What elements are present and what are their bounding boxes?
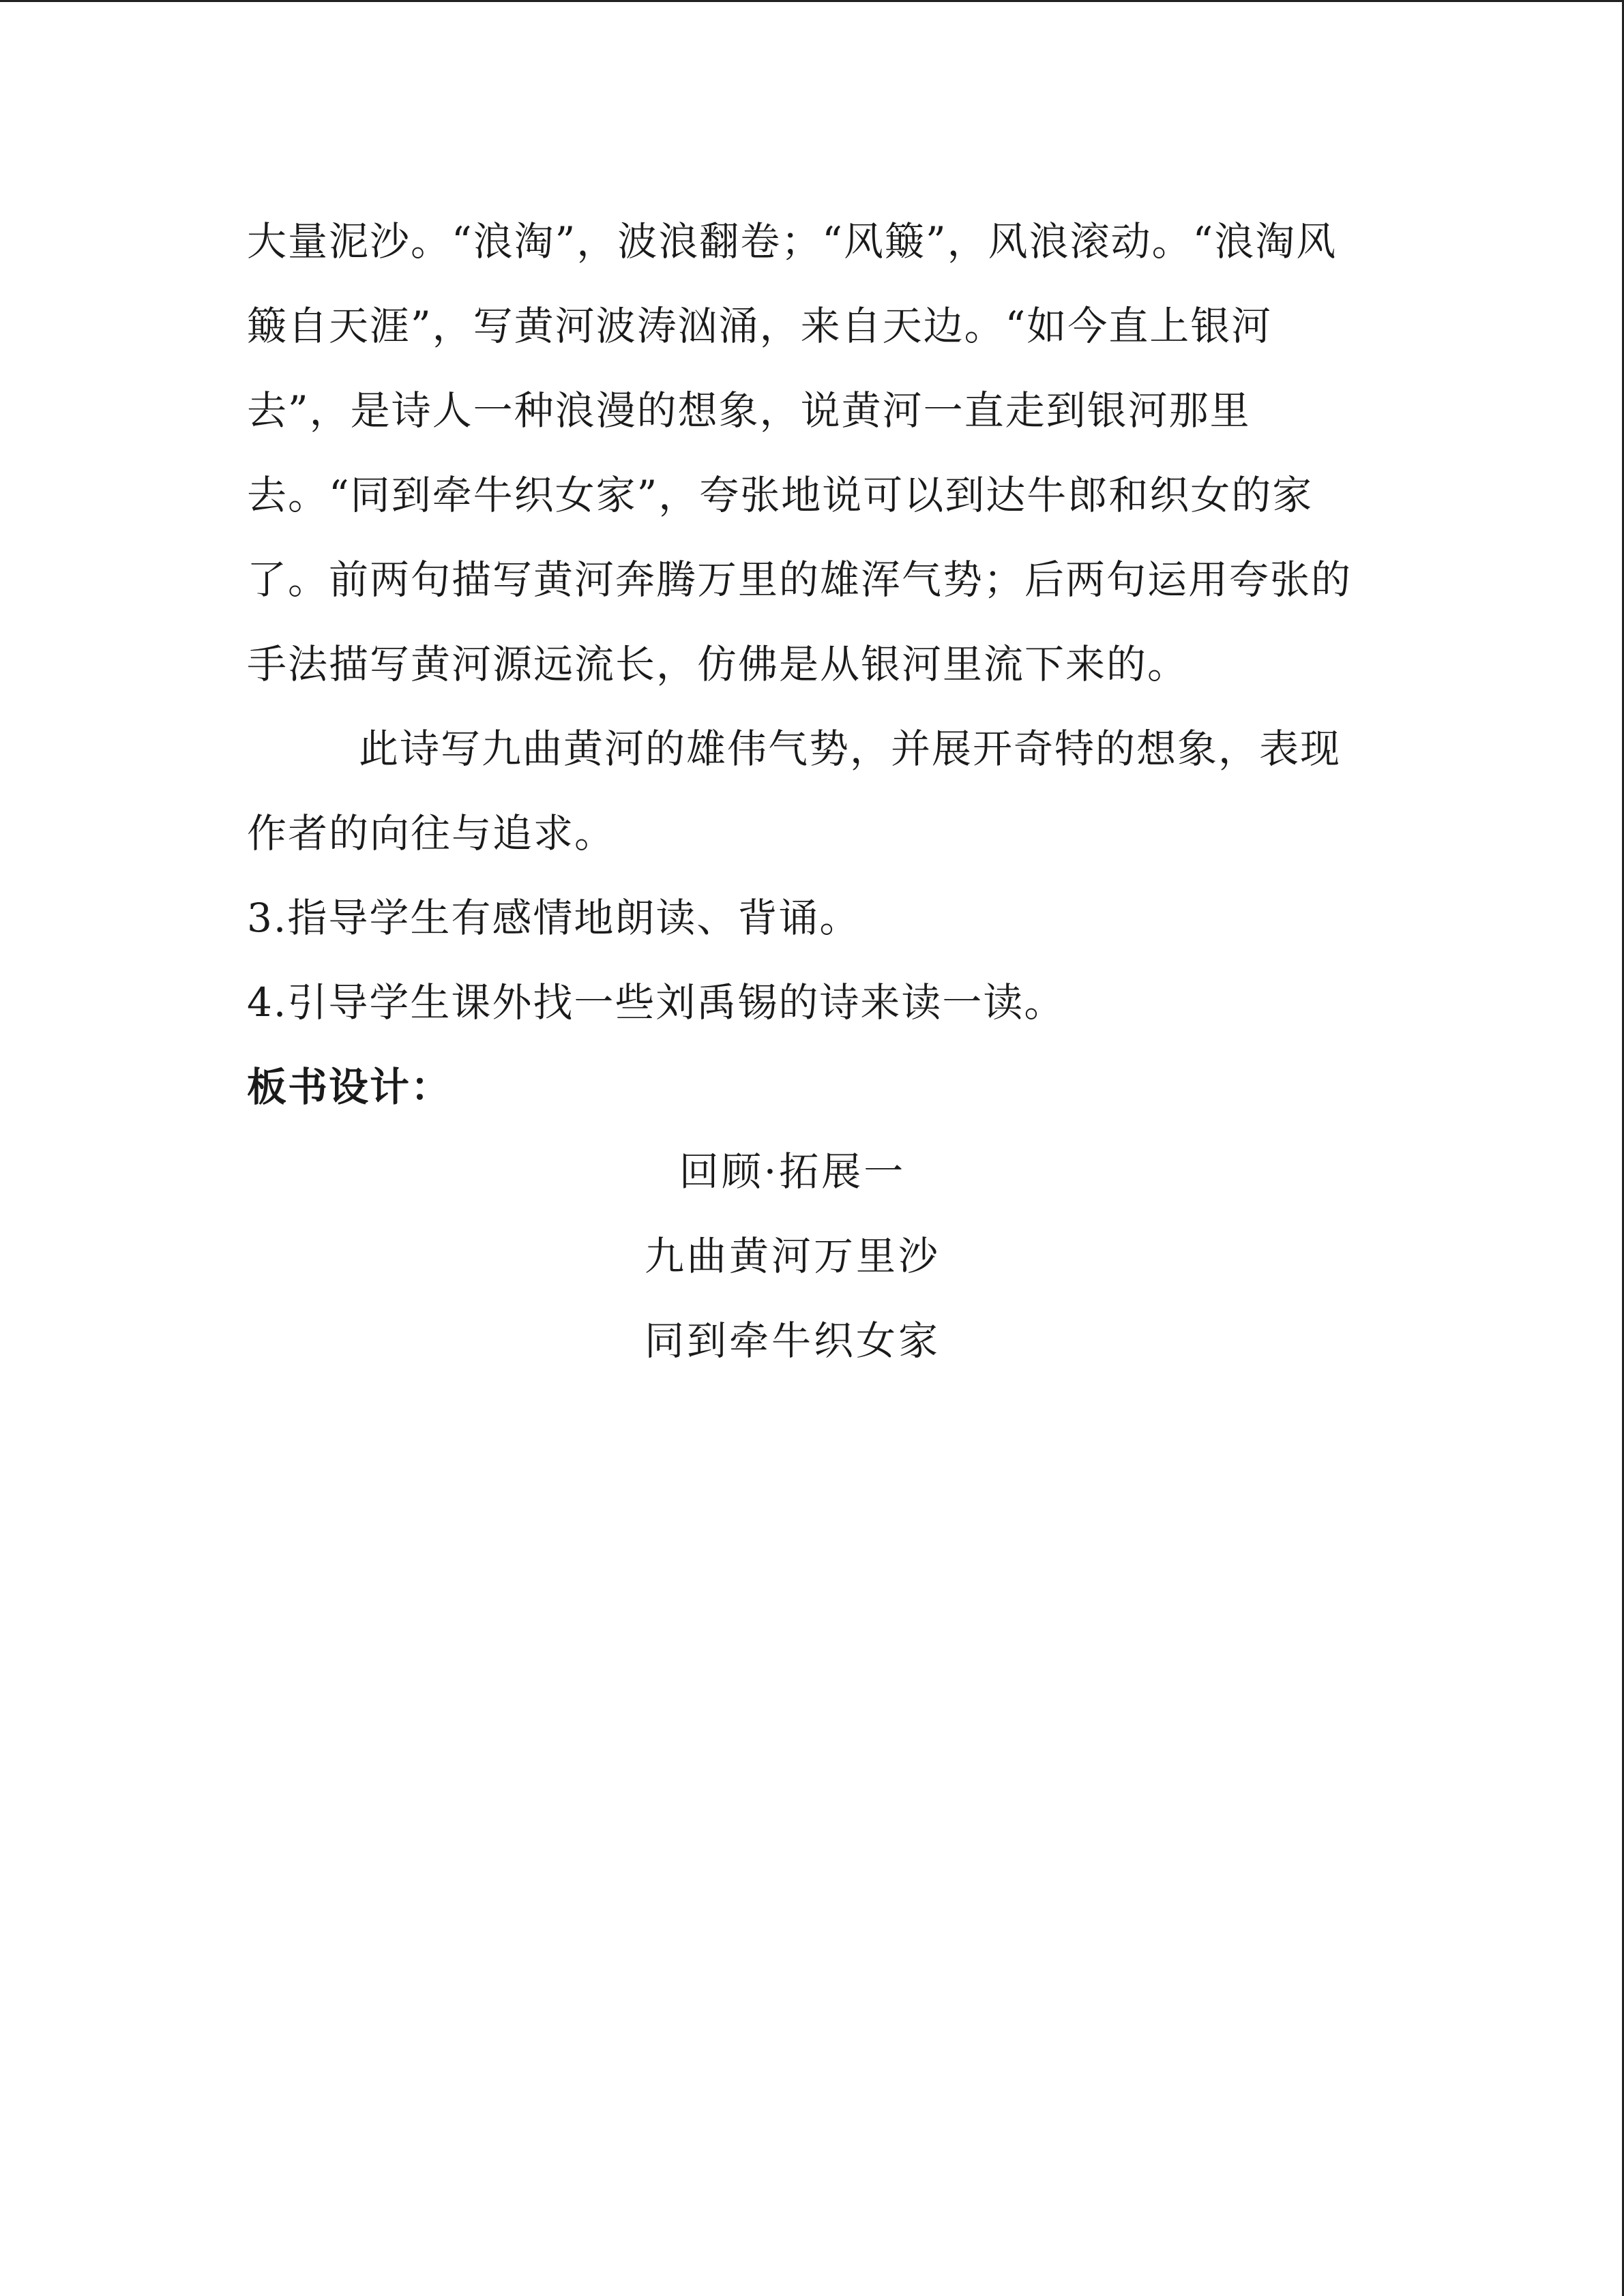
summary-paragraph: 此诗写九曲黄河的雄伟气势，并展开奇特的想象，表现作者的向往与追求。 <box>247 726 1342 856</box>
document-body <box>247 199 1365 1383</box>
step-4-line: 4.引导学生课外找一些刘禹锡的诗来读一读。 <box>247 979 1065 1026</box>
board-design-content <box>247 1129 1338 1383</box>
explanation-paragraph: 大量泥沙。“浪淘”，波浪翻卷；“风簸”，风浪滚动。“浪淘风簸自天涯”，写黄河波涛汹涌，来自天边。“如今直上银河去”，是诗人一种浪漫的想象，说黄河一直走到银河那里去。“同到牵牛织女家”，夸张地说可以到达牛郎和织女的家了。前两句描写黄河奔腾万里的雄浑气势；后两句运用夸张的手法描写黄河源远流长，仿佛是从银河里流下来的。 <box>247 218 1353 687</box>
board-title-line: 回顾·拓展一 <box>679 1148 906 1195</box>
board-verse-line-2: 同到牵牛织女家 <box>644 1317 941 1364</box>
page-top-border <box>0 0 1624 2</box>
board-verse-line-1: 九曲黄河万里沙 <box>644 1233 941 1279</box>
board-design-heading: 板书设计： <box>247 1064 452 1110</box>
step-3-line: 3.指导学生有感情地朗读、背诵。 <box>247 895 861 941</box>
